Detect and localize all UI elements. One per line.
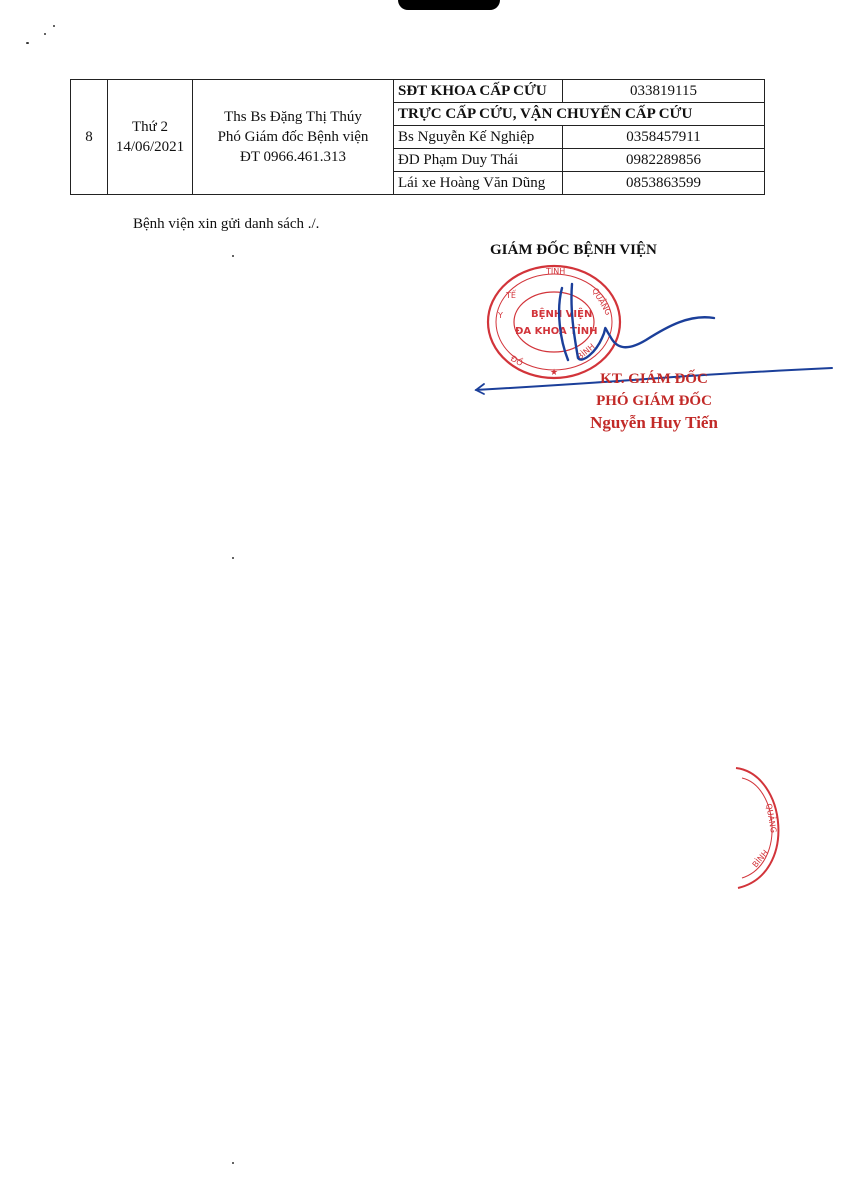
duty-date-cell	[108, 80, 193, 195]
duty-day: Thứ 2	[131, 119, 169, 135]
staff-phone: 0853863599	[563, 172, 765, 195]
seal-center-line2: ĐA KHOA TỈNH	[515, 326, 598, 337]
emergency-label: SĐT KHOA CẤP CỨU	[394, 80, 563, 103]
scan-speck	[232, 255, 234, 257]
signature-block	[574, 368, 734, 434]
staff-name: Bs Nguyễn Kế Nghiệp	[394, 126, 563, 149]
emergency-phone: 033819115	[563, 80, 765, 103]
seal-top-word: TỈNH	[546, 267, 566, 276]
staff-phone: 0982289856	[563, 149, 765, 172]
staff-name: ĐD Phạm Duy Thái	[394, 149, 563, 172]
scan-mark	[398, 0, 500, 10]
seal-arc-word: TẾ	[506, 291, 516, 300]
leader-cell	[193, 80, 394, 195]
duty-header: TRỰC CẤP CỨU, VẬN CHUYỂN CẤP CỨU	[394, 103, 765, 126]
signature-title: GIÁM ĐỐC BỆNH VIỆN	[490, 242, 657, 258]
scan-speck	[232, 1162, 234, 1164]
signature-position: PHÓ GIÁM ĐỐC	[596, 393, 712, 409]
scan-speck	[26, 42, 29, 44]
seal-arc-word: ĐỒ	[509, 353, 525, 368]
signature-stroke	[559, 284, 714, 360]
table-row	[71, 80, 765, 103]
duty-roster-table	[70, 79, 765, 195]
leader-phone: ĐT 0966.461.313	[240, 149, 346, 165]
scan-speck	[53, 25, 55, 27]
seal-arc-word: Y	[498, 311, 503, 320]
duty-date: 14/06/2021	[115, 139, 185, 155]
staff-phone: 0358457911	[563, 126, 765, 149]
signature-on-behalf: KT. GIÁM ĐỐC	[600, 371, 708, 387]
seal-arc-word: BÌNH	[575, 341, 597, 362]
edge-seal-word: QUẢNG	[764, 802, 779, 834]
scan-speck	[232, 557, 234, 559]
leader-role: Phó Giám đốc Bệnh viện	[217, 129, 369, 145]
leader-name: Ths Bs Đặng Thị Thúy	[224, 109, 362, 125]
seal-center-line1: BỆNH VIỆN	[531, 309, 593, 320]
scan-speck	[44, 33, 46, 35]
edge-seal	[726, 764, 796, 894]
row-number: 8	[71, 80, 108, 195]
edge-seal-word: BÌNH	[750, 848, 771, 870]
seal-star: ★	[550, 368, 559, 378]
signer-name: Nguyễn Huy Tiến	[590, 413, 718, 432]
staff-name: Lái xe Hoàng Văn Dũng	[394, 172, 563, 195]
closing-text: Bệnh viện xin gửi danh sách ./.	[133, 216, 320, 232]
seal-arc-word: QUẢNG	[590, 286, 613, 317]
